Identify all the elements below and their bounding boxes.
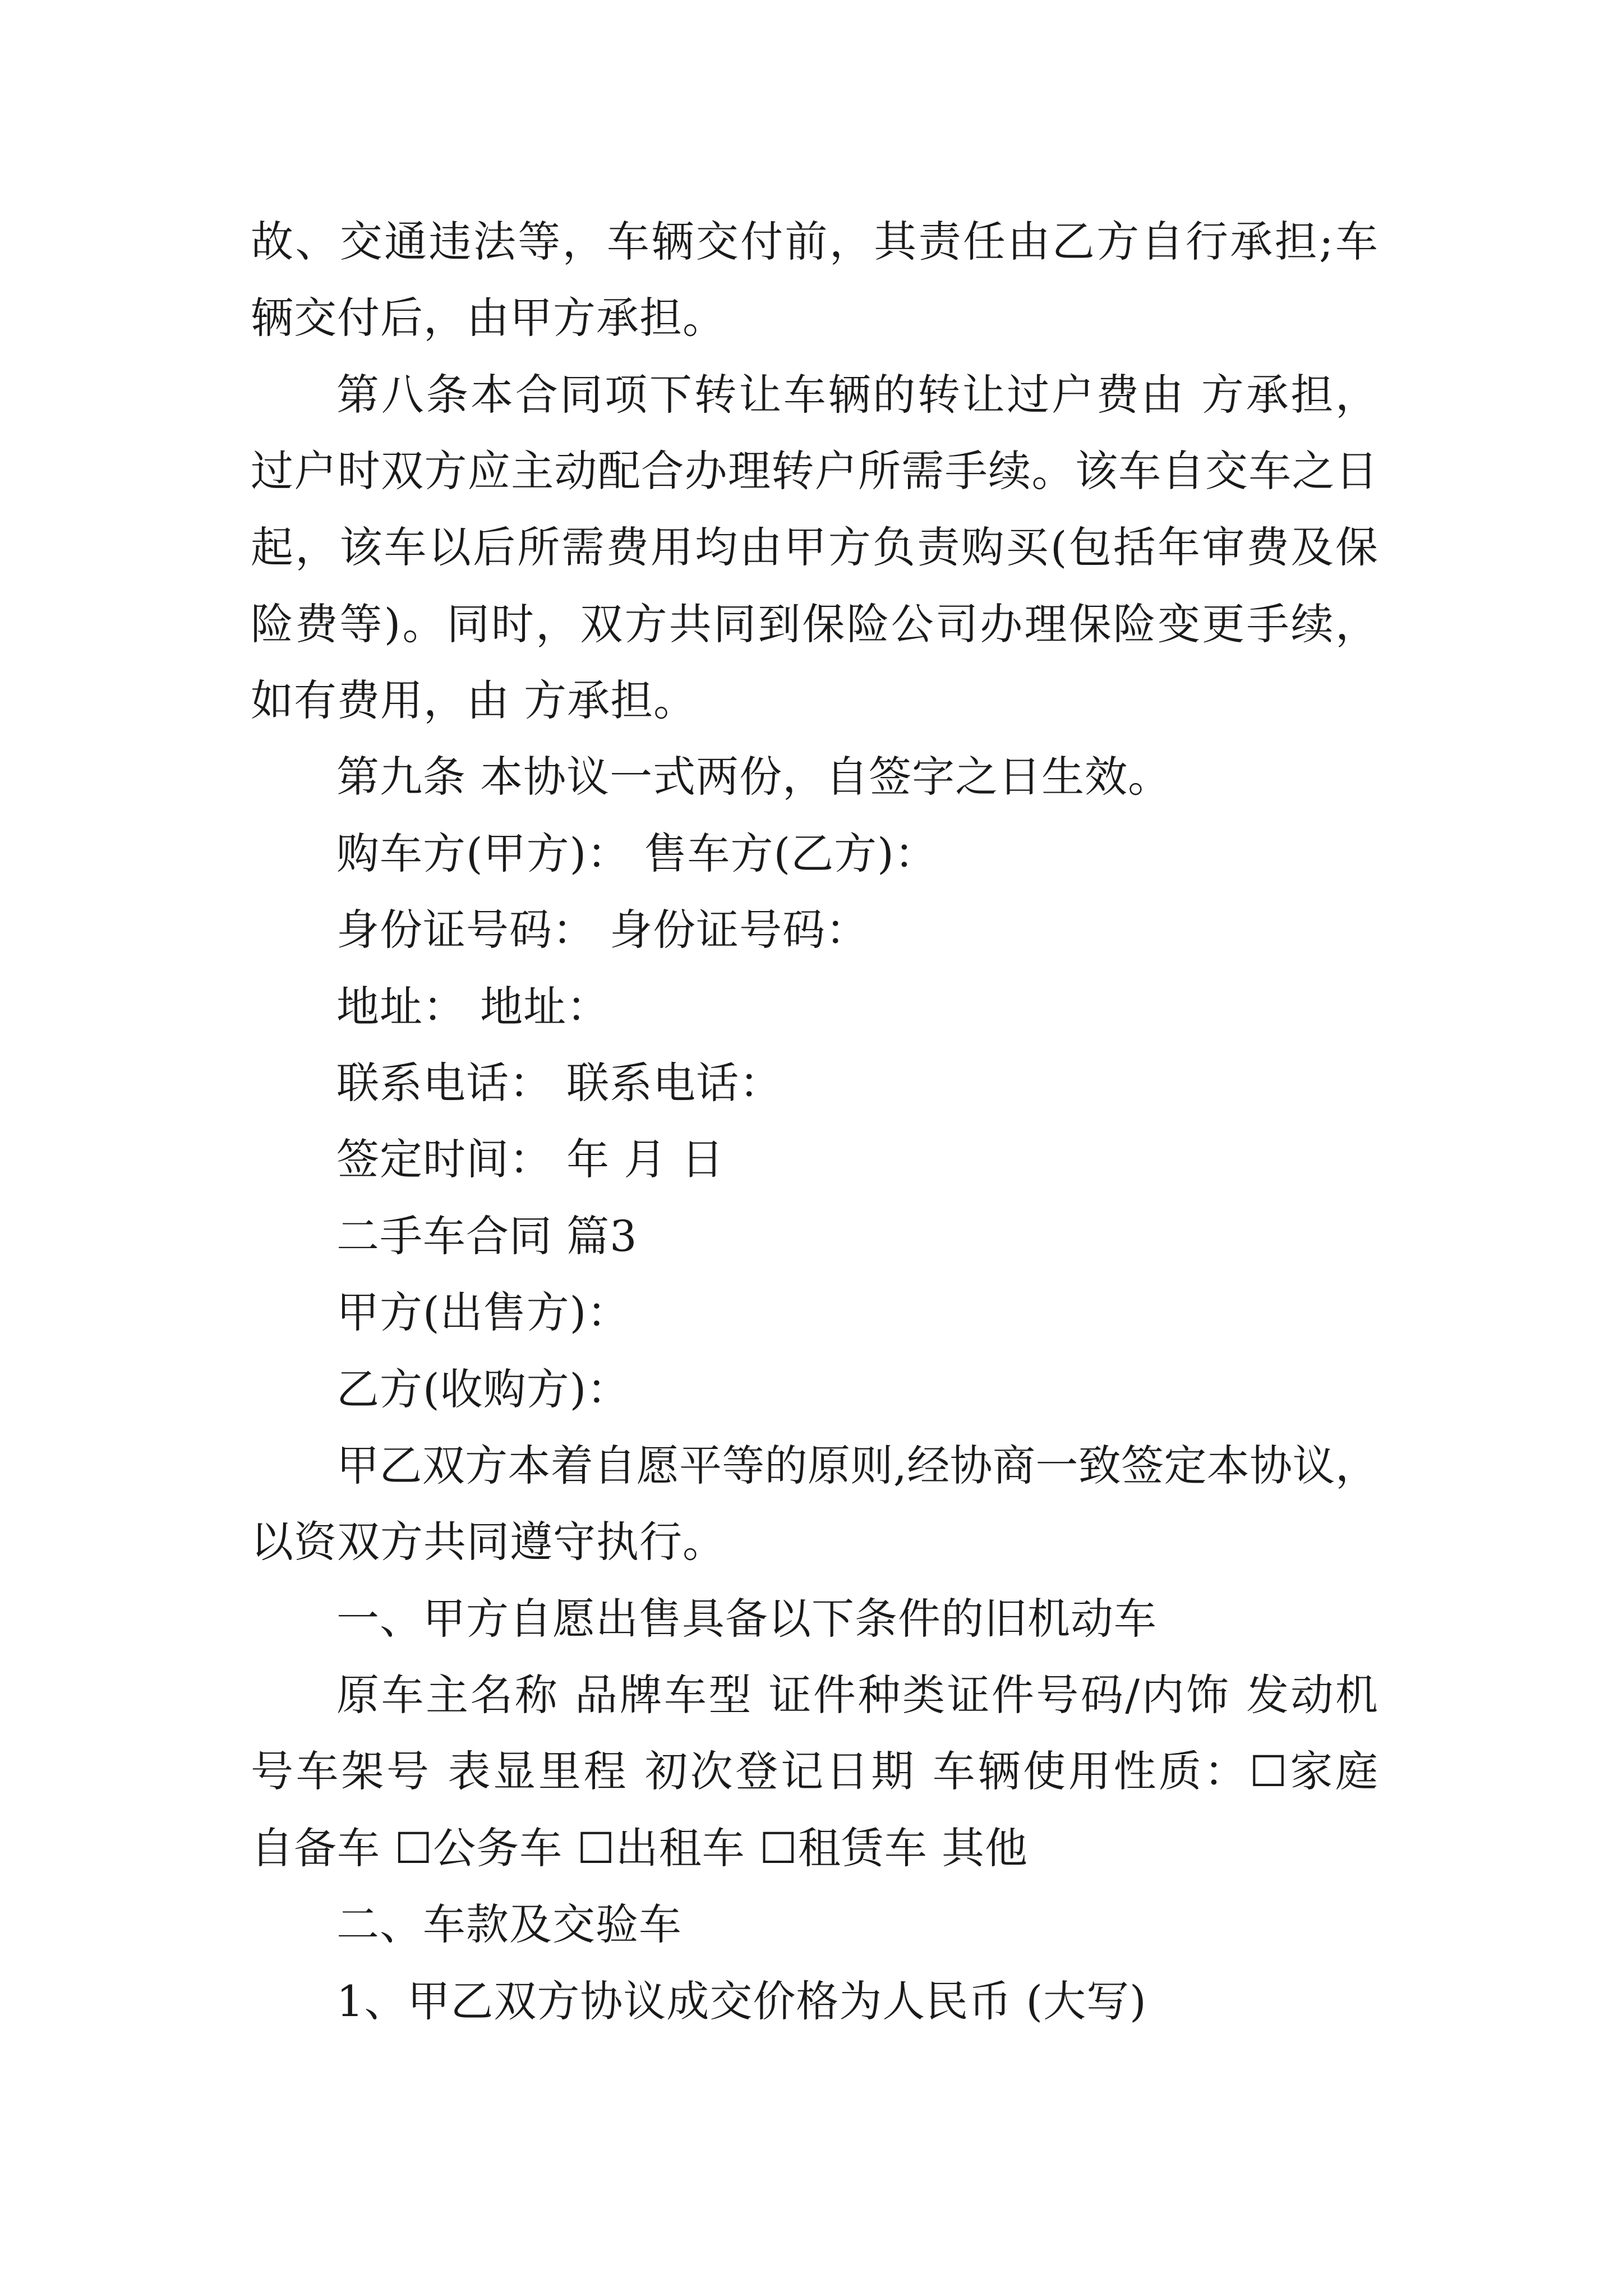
- paragraph-line: 辆交付后，由甲方承担。: [251, 293, 726, 343]
- party-line: 甲方(出售方)：: [336, 1287, 630, 1337]
- signature-field-line: 联系电话： 联系电话：: [336, 1058, 783, 1108]
- party-line: 乙方(收购方)：: [336, 1364, 630, 1414]
- paragraph-line: 原车主名称 品牌车型 证件种类证件号码/内饰 发动机: [336, 1670, 1378, 1720]
- paragraph-line: 起，该车以后所需费用均由甲方负责购买(包括年审费及保: [251, 522, 1378, 572]
- paragraph-line: 如有费用，由 方承担。: [251, 675, 697, 725]
- section-heading: 二手车合同 篇3: [336, 1211, 638, 1261]
- signature-field-line: 购车方(甲方)： 售车方(乙方)：: [336, 829, 938, 878]
- paragraph-line: 险费等)。同时，双方共同到保险公司办理保险变更手续，: [251, 599, 1378, 649]
- paragraph-line: 自备车 ☐公务车 ☐出租车 ☐租赁车 其他: [251, 1823, 1029, 1873]
- paragraph-line: 过户时双方应主动配合办理转户所需手续。该车自交车之日: [251, 446, 1378, 496]
- paragraph-line: 1、甲乙双方协议成交价格为人民币 (大写): [336, 1976, 1147, 2026]
- paragraph-line: 号车架号 表显里程 初次登记日期 车辆使用性质：☐家庭: [251, 1746, 1378, 1796]
- paragraph-line: 以资双方共同遵守执行。: [251, 1517, 726, 1567]
- paragraph-line: 第八条本合同项下转让车辆的转让过户费由 方承担，: [336, 370, 1378, 420]
- subsection-heading: 一、甲方自愿出售具备以下条件的旧机动车: [336, 1594, 1157, 1644]
- signature-date-line: 签定时间： 年 月 日: [336, 1134, 725, 1184]
- paragraph-line: 甲乙双方本着自愿平等的原则,经协商一致签定本协议，: [336, 1441, 1378, 1490]
- signature-field-line: 地址： 地址：: [336, 982, 610, 1032]
- clause-line: 第九条 本协议一式两份，自签字之日生效。: [336, 752, 1172, 802]
- subsection-heading: 二、车款及交验车: [336, 1899, 682, 1949]
- signature-field-line: 身份证号码： 身份证号码：: [336, 905, 869, 955]
- paragraph-line: 故、交通违法等，车辆交付前，其责任由乙方自行承担;车: [251, 217, 1378, 266]
